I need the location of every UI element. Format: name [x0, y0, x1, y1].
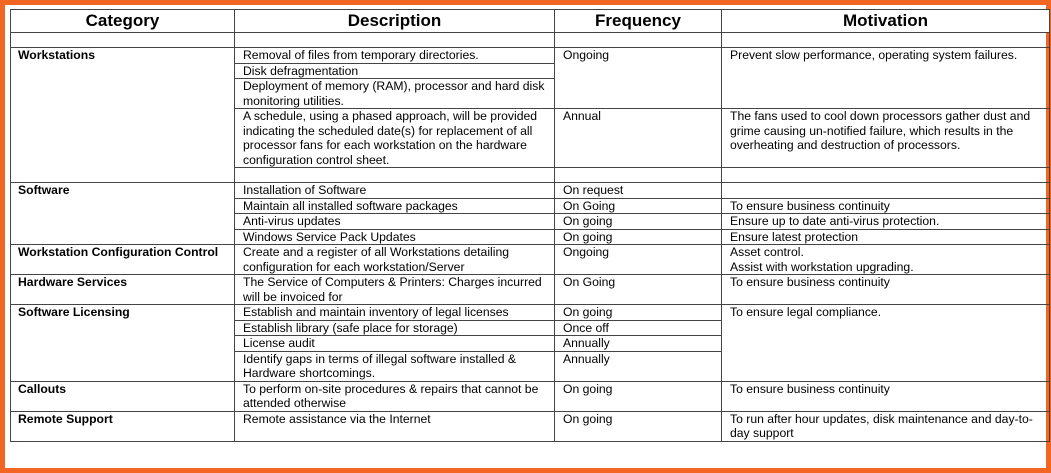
- motivation-cell: To ensure legal compliance.: [722, 305, 1050, 382]
- frequency-cell: Annually: [555, 351, 722, 381]
- category-cell: Software: [11, 183, 235, 245]
- category-cell: Remote Support: [11, 411, 235, 441]
- empty-cell: [722, 33, 1050, 48]
- description-cell: Maintain all installed software packages: [235, 198, 555, 214]
- header-row: [11, 10, 1050, 33]
- description-cell: Create and a register of all Workstations detailing configuration for each workstation/Server: [235, 245, 555, 275]
- table-row: [11, 48, 1050, 64]
- motivation-line: Assist with workstation upgrading.: [730, 259, 914, 274]
- frequency-cell: On going: [555, 214, 722, 230]
- description-cell: To perform on-site procedures & repairs that cannot be attended otherwise: [235, 381, 555, 411]
- table-row: [11, 305, 1050, 321]
- table-row: [11, 245, 1050, 275]
- frequency-cell: Once off: [555, 320, 722, 336]
- description-cell: Windows Service Pack Updates: [235, 229, 555, 245]
- motivation-cell: [722, 245, 1050, 275]
- category-cell: Workstations: [11, 48, 235, 183]
- frequency-cell: On going: [555, 229, 722, 245]
- header-category: Category: [11, 10, 235, 33]
- description-cell: Deployment of memory (RAM), processor and hard disk monitoring utilities.: [235, 79, 555, 109]
- frequency-cell: On request: [555, 183, 722, 199]
- description-cell: The Service of Computers & Printers: Charges incurred will be invoiced for: [235, 275, 555, 305]
- maintenance-schedule-table: [10, 9, 1050, 442]
- motivation-line: Asset control.: [730, 245, 804, 259]
- category-cell: Software Licensing: [11, 305, 235, 382]
- description-cell: Establish and maintain inventory of legal licenses: [235, 305, 555, 321]
- description-cell: Installation of Software: [235, 183, 555, 199]
- motivation-cell: [722, 183, 1050, 199]
- category-cell: Workstation Configuration Control: [11, 245, 235, 275]
- motivation-cell: Ensure up to date anti-virus protection.: [722, 214, 1050, 230]
- description-cell: Disk defragmentation: [235, 63, 555, 79]
- category-cell: Hardware Services: [11, 275, 235, 305]
- frequency-cell: Annually: [555, 336, 722, 352]
- motivation-cell: To ensure business continuity: [722, 381, 1050, 411]
- frequency-cell: On going: [555, 305, 722, 321]
- table-row: [11, 381, 1050, 411]
- description-cell: Remote assistance via the Internet: [235, 411, 555, 441]
- header-frequency: Frequency: [555, 10, 722, 33]
- motivation-cell: Prevent slow performance, operating system failures.: [722, 48, 1050, 109]
- frequency-cell: Ongoing: [555, 48, 722, 109]
- table-row: [11, 275, 1050, 305]
- empty-cell: [555, 168, 722, 183]
- frequency-cell: Ongoing: [555, 245, 722, 275]
- frequency-cell: On Going: [555, 275, 722, 305]
- description-cell: License audit: [235, 336, 555, 352]
- table-row: [11, 411, 1050, 441]
- empty-cell: [555, 33, 722, 48]
- spacer-row: [11, 33, 1050, 48]
- motivation-cell: The fans used to cool down processors gather dust and grime causing un-notified failure, which results in the overheating and destruction of processors.: [722, 109, 1050, 168]
- header-description: Description: [235, 10, 555, 33]
- empty-cell: [235, 33, 555, 48]
- empty-cell: [11, 33, 235, 48]
- frequency-cell: On Going: [555, 198, 722, 214]
- frequency-cell: On going: [555, 411, 722, 441]
- empty-cell: [722, 168, 1050, 183]
- table-row: [11, 183, 1050, 199]
- frequency-cell: Annual: [555, 109, 722, 168]
- motivation-cell: To ensure business continuity: [722, 198, 1050, 214]
- description-cell: Anti-virus updates: [235, 214, 555, 230]
- motivation-cell: Ensure latest protection: [722, 229, 1050, 245]
- header-motivation: Motivation: [722, 10, 1050, 33]
- category-cell: Callouts: [11, 381, 235, 411]
- description-cell: A schedule, using a phased approach, will be provided indicating the scheduled date(s) for replacement of all processor fans for each workstation on the hardware configuration control sheet.: [235, 109, 555, 168]
- description-cell: Establish library (safe place for storage): [235, 320, 555, 336]
- description-cell: Removal of files from temporary directories.: [235, 48, 555, 64]
- motivation-cell: To run after hour updates, disk maintenance and day-to-day support: [722, 411, 1050, 441]
- frequency-cell: On going: [555, 381, 722, 411]
- description-cell: Identify gaps in terms of illegal software installed & Hardware shortcomings.: [235, 351, 555, 381]
- empty-cell: [235, 168, 555, 183]
- motivation-cell: To ensure business continuity: [722, 275, 1050, 305]
